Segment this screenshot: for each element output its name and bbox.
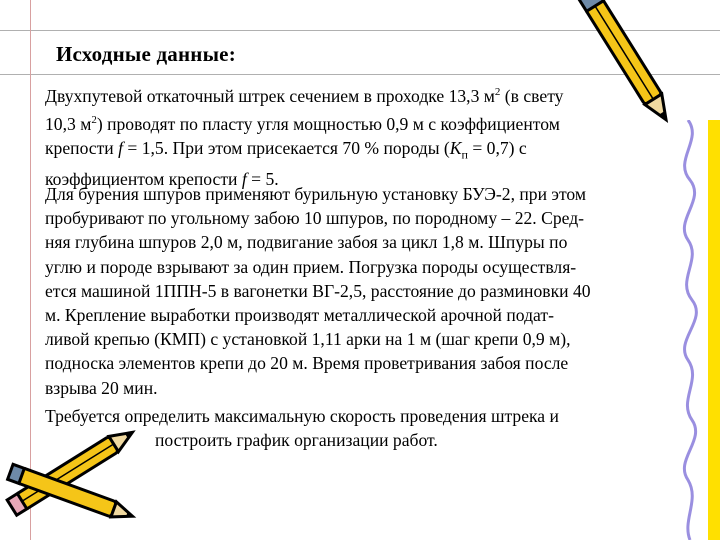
text-line: коэффициентом крепости <box>45 168 242 189</box>
text-line: подноска элементов крепи до 20 м. Время проветривания забоя после <box>45 353 569 374</box>
text-line: 10,3 м <box>45 113 92 134</box>
task-line: Требуется определить максимальную скорость проведения штрека и <box>45 406 559 426</box>
text-line: ливой крепью (КМП) с установкой 1,11 арки на 1 м (шаг крепи 0,9 м), <box>45 329 571 350</box>
paragraph-conditions <box>45 182 657 400</box>
squiggle-decoration-icon <box>668 120 720 540</box>
task-line: построить график организации работ. <box>155 430 438 450</box>
text-line: ется машиной 1ППН-5 в вагонетки ВГ-2,5, расстояние до разминовки 40 <box>45 280 591 301</box>
slide-title: Исходные данные: <box>56 42 236 66</box>
text-line: углю и породе взрывают за один прием. Погрузка породы осуществля- <box>45 256 577 277</box>
text-line: Двухпутевой откаточный штрек сечением в проходке 13,3 м <box>45 85 495 106</box>
pencils-icon <box>0 395 150 540</box>
text-line: крепости <box>45 138 119 159</box>
text-line: няя глубина шпуров 2,0 м, подвигание забоя за цикл 1,8 м. Шпуры по <box>45 232 568 253</box>
text-line: пробуривают по угольному забою 10 шпуров, по породному – 22. Сред- <box>45 208 585 229</box>
text-line: м. Крепление выработки производят металлической арочной подат- <box>45 305 554 326</box>
text-line: взрыва 20 мин. <box>45 377 158 398</box>
paragraph-initial-data: Двухпутевой откаточный штрек сечением в проходке 13,3 $м^2$ (в свету 10,3 $м^2$) проводят по пласту угля мощностью 0,9 м с коэффициентом крепости f = 1,5. При этом присекается 70 % породы $(K_п = 0,7)$ с коэффициентом крепости f = 5. <box>45 85 564 189</box>
text-line: Для бурения шпуров применяют бурильную установку БУЭ-2, при этом <box>45 184 586 204</box>
pencil-icon <box>570 0 690 125</box>
